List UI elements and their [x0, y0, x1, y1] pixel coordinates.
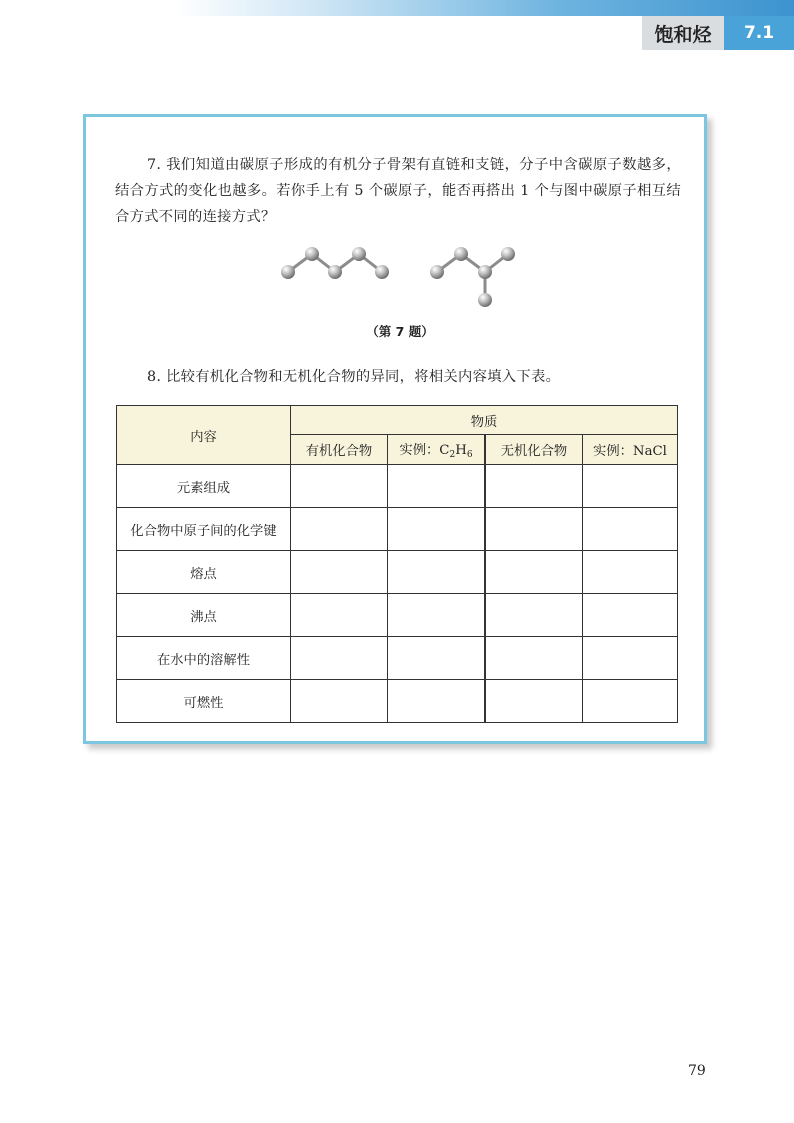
row-label-melting-point: 熔点 [117, 551, 291, 594]
carbon-atom [478, 265, 492, 279]
row-label-flammability: 可燃性 [117, 680, 291, 723]
answer-cell[interactable] [291, 508, 388, 551]
carbon-chain-figure [270, 240, 530, 316]
row-label-chemical-bond: 化合物中原子间的化学键 [117, 508, 291, 551]
group-header-cell: 物质 [291, 406, 678, 435]
answer-cell[interactable] [485, 594, 583, 637]
carbon-atom [328, 265, 342, 279]
answer-cell[interactable] [583, 465, 678, 508]
answer-cell[interactable] [485, 508, 583, 551]
carbon-atom [375, 265, 389, 279]
row-label-solubility: 在水中的溶解性 [117, 637, 291, 680]
carbon-atom [430, 265, 444, 279]
answer-cell[interactable] [388, 465, 486, 508]
carbon-atom [281, 265, 295, 279]
answer-cell[interactable] [485, 637, 583, 680]
answer-cell[interactable] [291, 637, 388, 680]
figure-caption: （第 7 题） [366, 324, 434, 339]
chapter-title: 饱和烃 [642, 16, 724, 50]
answer-cell[interactable] [583, 637, 678, 680]
carbon-atom [501, 247, 515, 261]
row-label-boiling-point: 沸点 [117, 594, 291, 637]
carbon-atom [352, 247, 366, 261]
answer-cell[interactable] [291, 465, 388, 508]
answer-cell[interactable] [388, 594, 486, 637]
col-example-ethane: 实例：$C_2H_6$ [388, 435, 486, 465]
answer-cell[interactable] [291, 551, 388, 594]
answer-cell[interactable] [485, 551, 583, 594]
answer-cell[interactable] [291, 594, 388, 637]
page-number: 79 [688, 1063, 706, 1079]
question-7-text: 7. 我们知道由碳原子形成的有机分子骨架有直链和支链，分子中含碳原子数越多，结合方式的变化也越多。若你手上有 5 个碳原子，能否再搭出 1 个与图中碳原子相互结合方式不同的连接方式？ [115, 157, 681, 225]
carbon-atom [478, 293, 492, 307]
row-label-elements: 元素组成 [117, 465, 291, 508]
answer-cell[interactable] [291, 680, 388, 723]
col-example-nacl: 实例：NaCl [583, 435, 678, 465]
carbon-atom [305, 247, 319, 261]
branched-chain-molecule [430, 247, 515, 307]
answer-cell[interactable] [388, 680, 486, 723]
answer-cell[interactable] [583, 551, 678, 594]
answer-cell[interactable] [583, 594, 678, 637]
comparison-table [116, 405, 678, 723]
answer-cell[interactable] [388, 637, 486, 680]
answer-cell[interactable] [485, 465, 583, 508]
col-inorganic: 无机化合物 [485, 435, 583, 465]
row-header-cell: 内容 [117, 406, 291, 465]
header-gradient-bar [0, 0, 794, 16]
answer-cell[interactable] [583, 680, 678, 723]
answer-cell[interactable] [388, 551, 486, 594]
col-organic: 有机化合物 [291, 435, 388, 465]
answer-cell[interactable] [388, 508, 486, 551]
section-number: 7.1 [724, 16, 794, 50]
answer-cell[interactable] [583, 508, 678, 551]
answer-cell[interactable] [485, 680, 583, 723]
carbon-atom [454, 247, 468, 261]
question-8-text: 8. 比较有机化合物和无机化合物的异同，将相关内容填入下表。 [147, 369, 561, 385]
straight-chain-molecule [281, 247, 389, 279]
